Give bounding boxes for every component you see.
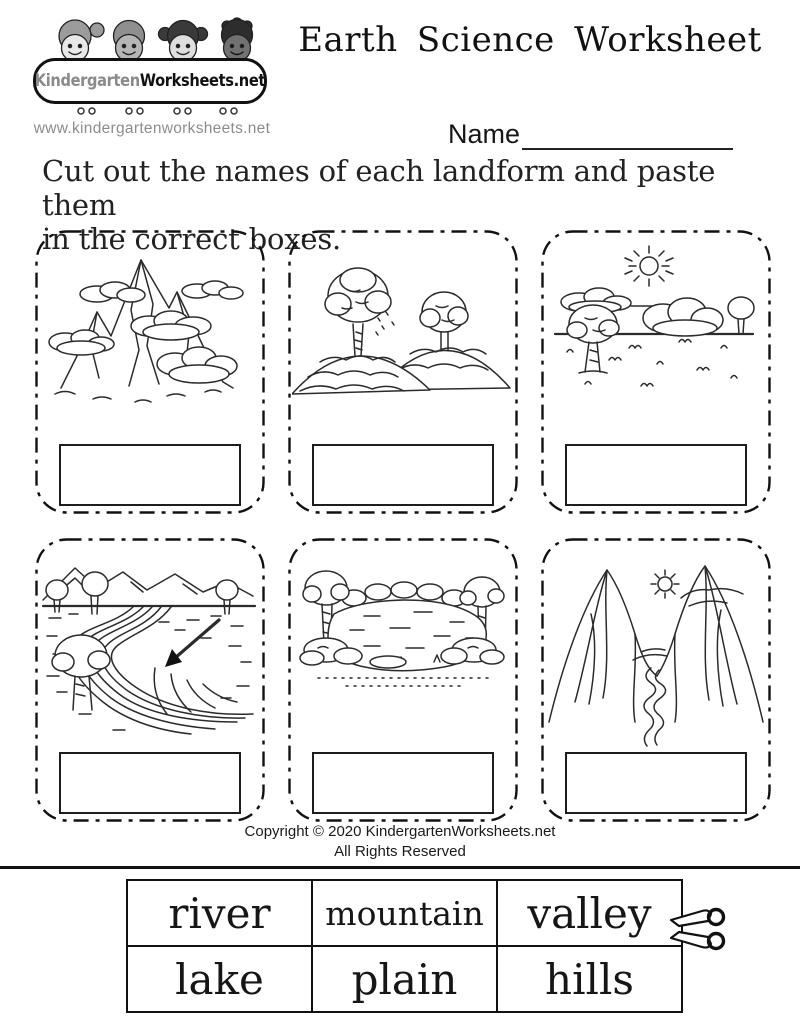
brand-logo <box>33 12 271 136</box>
word-bank-table <box>126 879 683 1013</box>
answer-box <box>312 444 494 506</box>
website-url: www.kindergartenworksheets.net <box>33 120 271 137</box>
answer-box <box>565 752 747 814</box>
word-cell-plain: plain <box>312 946 497 1012</box>
card-river <box>35 538 265 822</box>
answer-box <box>312 752 494 814</box>
name-label: Name <box>448 119 521 149</box>
plain-illustration <box>545 236 767 440</box>
logo-banner <box>33 58 267 104</box>
word-bank-row <box>127 946 682 1012</box>
name-blank-rule <box>522 118 733 150</box>
lake-illustration <box>292 544 514 748</box>
copyright-line1: Copyright © 2020 KindergartenWorksheets.net <box>244 823 556 840</box>
copyright-line2: All Rights Reserved <box>334 842 466 860</box>
answer-box <box>59 752 241 814</box>
page-title: Earth Science Worksheet <box>298 20 762 60</box>
copyright <box>0 822 800 862</box>
instructions-line1: Cut out the names of each landform and paste them <box>42 154 716 223</box>
brand-name <box>35 71 265 91</box>
hills-illustration <box>292 236 514 440</box>
brand-name-gray: Kindergarten <box>34 71 140 91</box>
card-mountain <box>35 230 265 514</box>
river-illustration <box>39 544 261 748</box>
card-valley <box>541 538 771 822</box>
word-cell-valley: valley <box>497 880 682 946</box>
card-lake <box>288 538 518 822</box>
instructions-line2: in the correct boxes. <box>42 222 342 257</box>
word-bank-row <box>127 880 682 946</box>
word-cell-lake: lake <box>127 946 312 1012</box>
brand-name-black: Worksheets.net <box>139 71 266 91</box>
scissors-icon <box>666 900 728 958</box>
name-line <box>448 118 733 150</box>
card-hills <box>288 230 518 514</box>
word-cell-mountain: mountain <box>312 880 497 946</box>
answer-box <box>59 444 241 506</box>
word-cell-hills: hills <box>497 946 682 1012</box>
divider-line <box>0 866 800 869</box>
mountain-illustration <box>39 236 261 440</box>
card-plain <box>541 230 771 514</box>
kids-feet <box>51 104 251 120</box>
word-cell-river: river <box>127 880 312 946</box>
valley-illustration <box>545 544 767 748</box>
answer-box <box>565 444 747 506</box>
